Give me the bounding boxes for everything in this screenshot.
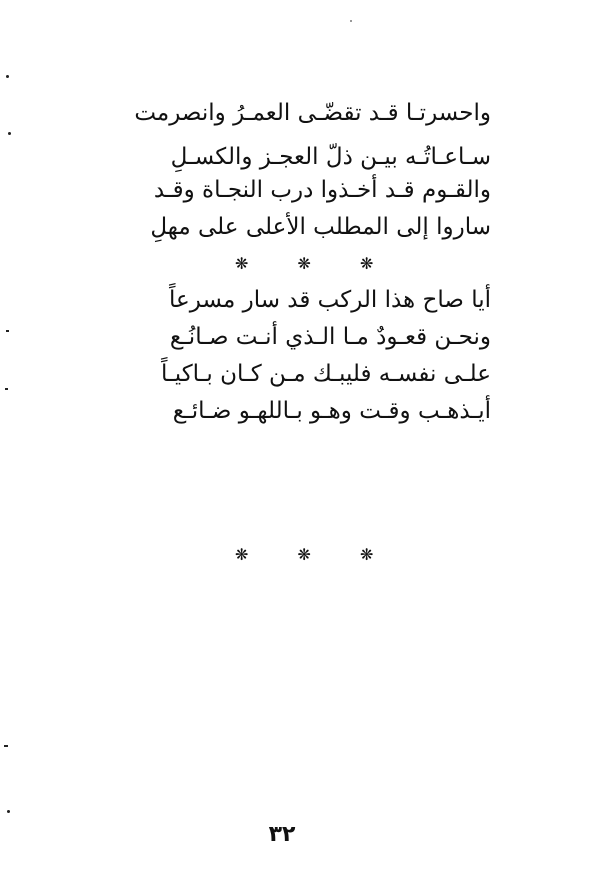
scan-speck	[350, 20, 352, 22]
verse-line: ونحـن قعـودٌ مـا الـذي أنـت صـانُـع	[169, 324, 491, 350]
verse-line: ساروا إلى المطلب الأعلى على مهلِ	[150, 214, 491, 240]
scan-speck	[6, 330, 9, 332]
verse-line: أيـذهـب وقـت وهـو بـاللهـو ضـائـع	[172, 398, 491, 424]
scan-speck	[8, 132, 11, 135]
page-number: ٣٢	[268, 822, 296, 847]
scan-speck	[6, 75, 9, 78]
verse-line: سـاعـاتُـه بيـن ذلّ العجـز والكسـلِ	[170, 144, 491, 170]
scan-speck	[7, 810, 10, 813]
verse-line: علـى نفسـه فليبـك مـن كـان بـاكيـاً	[161, 361, 491, 387]
scan-speck	[5, 388, 8, 390]
section-divider: ❋ ❋ ❋	[235, 545, 396, 564]
verse-line: والقـوم قـد أخـذوا درب النجـاة وقـد	[153, 177, 491, 203]
verse-line: واحسرتـا قـد تقضّـى العمـرُ وانصرمت	[134, 100, 491, 126]
verse-line: أيا صاح هذا الركب قد سار مسرعاً	[169, 287, 491, 313]
section-divider: ❋ ❋ ❋	[235, 254, 396, 273]
scan-speck	[4, 745, 8, 747]
